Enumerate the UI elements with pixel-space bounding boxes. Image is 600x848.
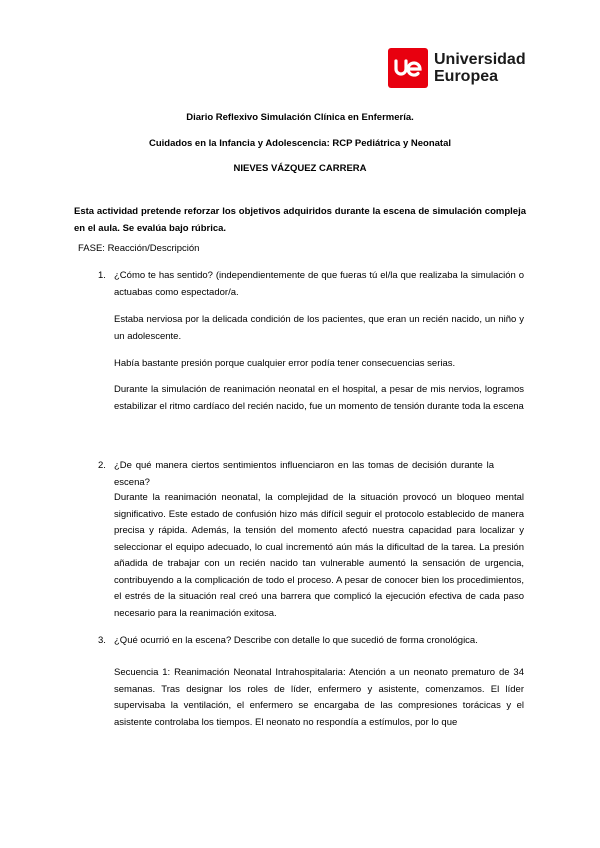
phase-label: FASE: Reacción/Descripción	[78, 243, 200, 254]
q3-question: ¿Qué ocurrió en la escena? Describe con detalle lo que sucedió de forma cronológica.	[114, 635, 478, 646]
document-title: Diario Reflexivo Simulación Clínica en Enfermería.	[186, 112, 414, 123]
q2-answer: Durante la reanimación neonatal, la complejidad de la situación provocó un bloqueo mental significativo. Este estado de confusión hizo más difícil seguir el protocolo establecido de manera precisa y rápida. Además, la tensión del momento afectó nuestra capacidad para localizar y seleccionar el equipo adecuado, lo cual incrementó aún más la dificultad de la tarea. La presión añadida de trabajar con un recién nacido tan vulnerable aumentó la sensación de urgencia, contribuyendo a la complicación de todo el proceso. A pesar de conocer bien los procedimientos, el estrés de la situación real creó una barrera que complicó la ejecución efectiva de cada paso necesario para la reanimación exitosa.	[114, 492, 524, 619]
q1-question: ¿Cómo te has sentido? (independientemente de que fueras tú el/la que realizaba la simulación o actuabas como espectador/a.	[114, 270, 524, 298]
q3-answer: Secuencia 1: Reanimación Neonatal Intrahospitalaria: Atención a un neonato prematuro de 34 semanas. Tras designar los roles de líder, enfermero y asistente, comenzamos. El líder supervisaba la ventilación, el enfermero se encargaba de las compresiones torácicas y el asistente controlaba los tiempos. El neonato no respondía a estímulos, por lo que	[114, 667, 524, 728]
q2-number: 2.	[98, 460, 106, 471]
q1-number: 1.	[98, 270, 106, 281]
q1-answer-p3: Durante la simulación de reanimación neonatal en el hospital, a pesar de mis nervios, logramos estabilizar el ritmo cardíaco del recién nacido, fue un momento de tensión durante toda la escena	[114, 384, 524, 412]
author-name: NIEVES VÁZQUEZ CARRERA	[233, 163, 367, 174]
university-logo	[388, 48, 526, 88]
logo-line-2: Europea	[434, 68, 499, 85]
q1-answer-p2: Había bastante presión porque cualquier error podía tener consecuencias serias.	[114, 358, 456, 369]
logo-line-1: Universidad	[434, 51, 526, 68]
q3-number: 3.	[98, 635, 106, 646]
ue-logo-icon	[388, 48, 428, 88]
q2-question: ¿De qué manera ciertos sentimientos influenciaron en las tomas de decisión durante la escena?	[114, 460, 494, 488]
document-subtitle: Cuidados en la Infancia y Adolescencia: RCP Pediátrica y Neonatal	[149, 138, 451, 149]
intro-paragraph: Esta actividad pretende reforzar los objetivos adquiridos durante la escena de simulación compleja en el aula. Se evalúa bajo rúbrica.	[74, 206, 526, 234]
logo-wordmark	[434, 51, 526, 85]
q1-answer-p1: Estaba nerviosa por la delicada condición de los pacientes, que eran un recién nacido, un niño y un adolescente.	[114, 314, 524, 342]
